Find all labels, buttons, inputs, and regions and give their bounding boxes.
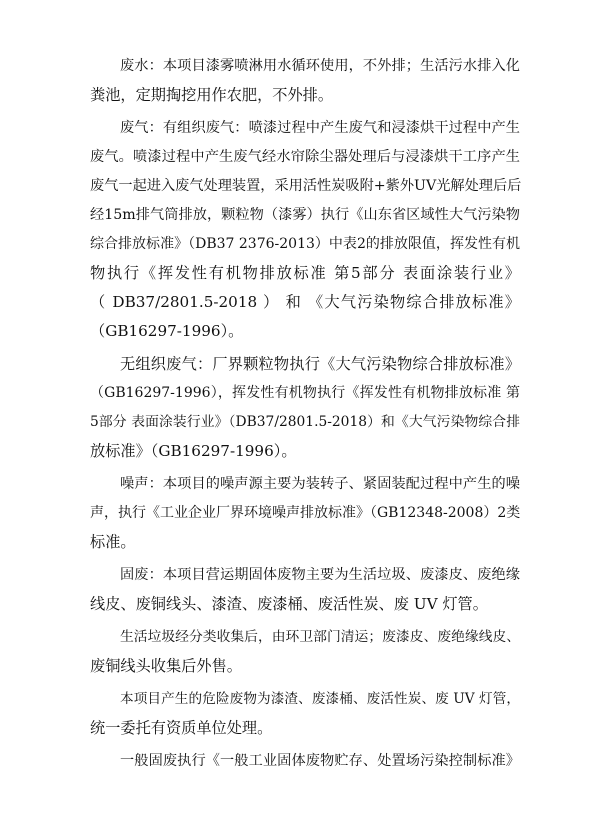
waste-gas-line-2: 废气。喷漆过程中产生废气经水帘除尘器处理后与浸漆烘干工序产生 [90,149,520,165]
wastewater-line-2: 粪池，定期掏挖用作农肥，不外排。 [90,86,333,104]
noise-line-2: 声，执行《工业企业厂界环境噪声排放标准》（GB12348-2008）2类 [90,505,521,521]
waste-gas-line-8: （GB16297-1996）。 [90,322,244,340]
hazardous-waste-line-1: 本项目产生的危险废物为漆渣、废漆桶、废活性炭、废 UV 灯管， [120,691,520,707]
solid-waste-line-1: 固废：本项目营运期固体废物主要为生活垃圾、废漆皮、废绝缘 [120,567,520,583]
waste-gas-line-3: 废气一起进入废气处理装置，采用活性炭吸附+紫外UV光解处理后后 [90,178,522,194]
domestic-garbage-line-2: 废铜线头收集后外售。 [90,657,242,675]
fugitive-gas-line-1: 无组织废气：厂界颗粒物执行《大气污染物综合排放标准》 [120,355,520,373]
noise-line-3: 标准。 [90,533,136,551]
fugitive-gas-line-3: 5部分 表面涂装行业》（DB37/2801.5-2018）和《大气污染物综合排 [90,414,520,430]
hazardous-waste-line-2: 统一委托有资质单位处理。 [90,719,273,737]
waste-gas-line-6: 物执行《挥发性有机物排放标准 第5部分 表面涂装行业》 [90,264,520,282]
general-solid-waste-line-1: 一般固废执行《一般工业固体废物贮存、处置场污染控制标准》 [120,753,520,769]
solid-waste-line-2: 线皮、废铜线头、漆渣、废漆桶、废活性炭、废 UV 灯管。 [90,595,488,613]
wastewater-line-1: 废水：本项目漆雾喷淋用水循环使用，不外排；生活污水排入化 [120,58,520,74]
waste-gas-line-1: 废气：有组织废气：喷漆过程中产生废气和浸漆烘干过程中产生 [120,120,520,136]
waste-gas-line-5: 综合排放标准》（DB37 2376-2013）中表2的排放限值，挥发性有机 [90,236,520,252]
waste-gas-line-7: （ DB37/2801.5-2018 ） 和 《大气污染物综合排放标准》 [90,293,520,311]
noise-line-1: 噪声：本项目的噪声源主要为装转子、紧固装配过程中产生的噪 [120,476,520,492]
waste-gas-line-4: 经15m排气筒排放，颗粒物（漆雾）执行《山东省区域性大气污染物 [90,207,520,223]
fugitive-gas-line-4: 放标准》（GB16297-1996）。 [90,442,297,460]
domestic-garbage-line-1: 生活垃圾经分类收集后，由环卫部门清运；废漆皮、废绝缘线皮、 [120,629,521,645]
fugitive-gas-line-2: （GB16297-1996），挥发性有机物执行《挥发性有机物排放标准 第 [90,385,520,401]
